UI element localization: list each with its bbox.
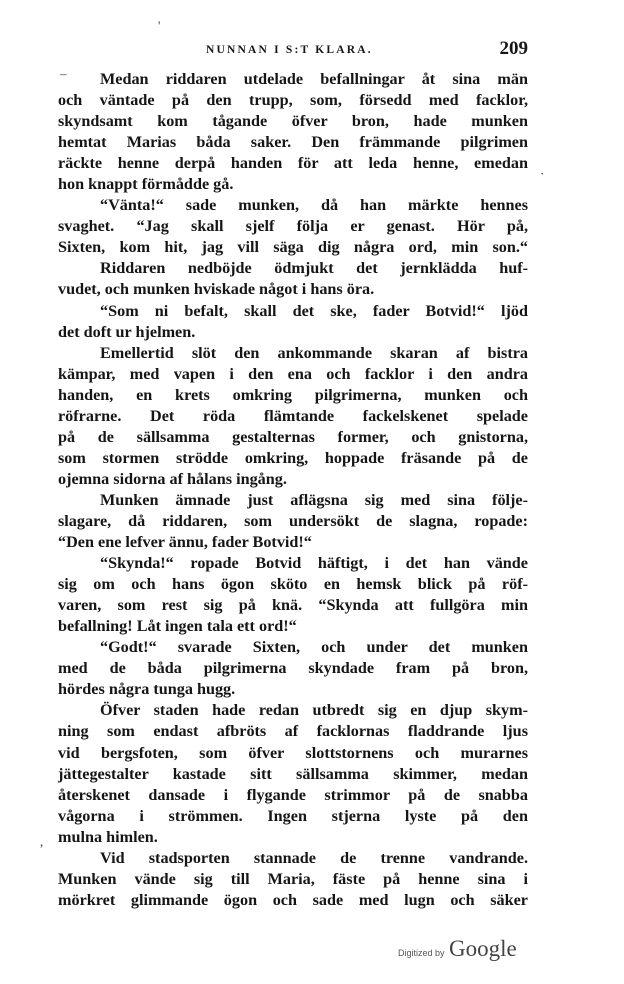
text-line: “Som ni befalt, skall det ske, fader Botvid!“ ljöd	[100, 301, 528, 320]
text-line: vid bergsfoten, som öfver slottstornens och murarnes	[58, 743, 528, 762]
text-line: ning som endast afbröts af facklornas fladdrande ljus	[58, 722, 528, 741]
text-line: svaghet. “Jag skall sjelf följa er genast. Hör på,	[58, 217, 528, 236]
body-text	[58, 69, 528, 911]
text-line: sig om och hans ögon sköto en hemsk blick på röf-	[58, 575, 528, 594]
text-line: och väntade på den trupp, som, försedd med facklor,	[58, 91, 528, 110]
text-line: Öfver staden hade redan utbredt sig en djup skym-	[100, 701, 528, 720]
text-line: “Skynda!“ ropade Botvid häftigt, i det han vände	[100, 554, 528, 573]
digitization-watermark	[398, 936, 517, 962]
text-line: det doft ur hjelmen.	[58, 322, 196, 341]
digitized-by-label: Digitized by	[398, 948, 445, 958]
text-line: återskenet dansade i flygande strimmor på de snabba	[58, 785, 528, 804]
text-line: Medan riddaren utdelade befallningar åt sina män	[100, 70, 528, 88]
text-line: “Vänta!“ sade munken, då han märkte hennes	[100, 196, 528, 215]
text-line: “Godt!“ svarade Sixten, och under det munken	[100, 638, 528, 657]
running-title: NUNNAN I S:T KLARA.	[206, 44, 373, 56]
text-line: handen, en krets omkring pilgrimerna, munken och	[58, 385, 528, 404]
text-line: röfrarne. Det röda flämtande fackelskenet spelade	[58, 406, 528, 425]
text-line: Sixten, kom hit, jag vill säga dig några ord, min son.“	[58, 238, 528, 257]
text-line: “Den ene lefver ännu, fader Botvid!“	[58, 533, 312, 552]
text-line: mulna himlen.	[58, 827, 158, 846]
text-line: hon knappt förmådde gå.	[58, 175, 234, 194]
margin-mark-right: ·	[540, 166, 545, 181]
page-number: 209	[499, 38, 528, 59]
text-line: räckte henne derpå handen för att leda henne, emedan	[58, 154, 528, 173]
text-line: slagare, då riddaren, som undersökt de slagna, ropade:	[58, 511, 528, 530]
margin-mark-bottom: ,	[40, 834, 44, 849]
google-logo: Google	[448, 936, 517, 961]
text-line: mörkret glimmande ögon och sade med lugn och säker	[58, 890, 528, 909]
text-line: ojemna sidorna af hålans ingång.	[58, 469, 287, 488]
text-line: Emellertid slöt den ankommande skaran af bistra	[100, 343, 528, 362]
text-line: som stormen strödde omkring, hoppade fräsande på de	[58, 448, 528, 467]
text-line: Munken vände sig till Maria, fäste på henne sina i	[58, 869, 528, 888]
text-line: Riddaren nedböjde ödmjukt det jernklädda huf-	[100, 259, 528, 278]
text-line: hördes några tunga hugg.	[58, 680, 236, 699]
text-line: med de båda pilgrimerna skyndade fram på bron,	[58, 659, 528, 678]
text-line: kämpar, med vapen i den ena och facklor i den andra	[58, 364, 528, 383]
text-line: skyndsamt kom tågande öfver bron, hade munken	[58, 112, 528, 131]
text-line: varen, som rest sig på knä. “Skynda att fullgöra min	[58, 596, 528, 615]
text-line: vågorna i strömmen. Ingen stjerna lyste på den	[58, 806, 528, 825]
text-line: Munken ämnade just aflägsna sig med sina följe-	[100, 490, 528, 509]
margin-mark-left: –	[60, 66, 67, 81]
margin-mark-top: '	[158, 18, 161, 33]
text-line: befallning! Låt ingen tala ett ord!“	[58, 617, 297, 636]
text-line: på de sällsamma gestalternas former, och gnistorna,	[58, 427, 528, 446]
text-line: Vid stadsporten stannade de trenne vandrande.	[100, 848, 528, 867]
text-line: jättegestalter kastade sitt sällsamma skimmer, medan	[58, 764, 528, 783]
text-line: vudet, och munken hviskade något i hans öra.	[58, 280, 375, 299]
text-line: hemtat Marias båda saker. Den främmande pilgrimen	[58, 133, 528, 152]
page-header	[58, 38, 528, 64]
